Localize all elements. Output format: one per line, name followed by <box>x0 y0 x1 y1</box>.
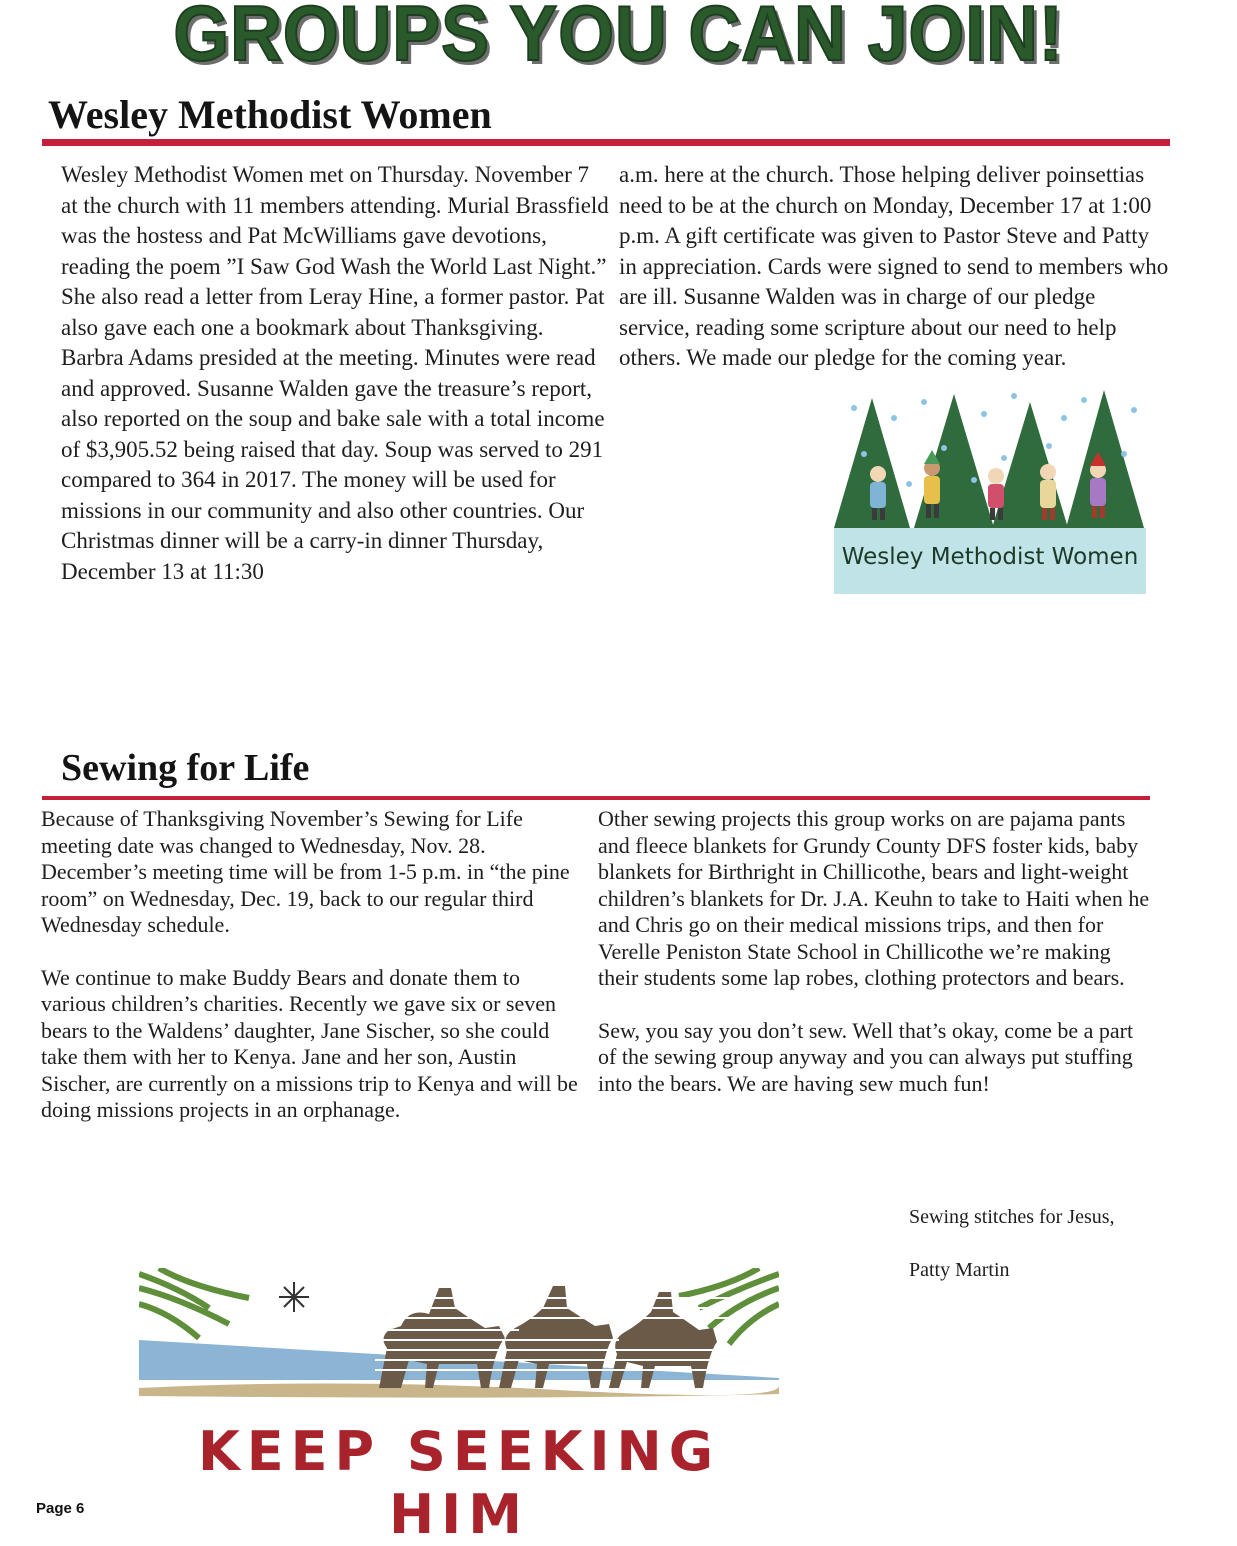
sewing-divider <box>42 796 1150 800</box>
wmw-logo <box>834 388 1146 594</box>
page-banner-title: GROUPS YOU CAN JOIN! <box>173 0 1064 77</box>
sewing-signoff-author: Patty Martin <box>909 1259 1010 1281</box>
sewing-signoff-line-1: Sewing stitches for Jesus, <box>909 1206 1115 1228</box>
wmw-column-2: a.m. here at the church. Those helping deliver poinsettias need to be at the church on Monday, December 17 at 1:00 p.m. A gift certificate was given to Pastor Steve and Patty in appreciation. Cards were signed to send to members who are ill. Susanne Walden was in charge of our pledge service, reading some scripture about our need to help others. We made our pledge for the coming year. <box>619 162 1169 370</box>
wmw-column-1: Wesley Methodist Women met on Thursday. November 7 at the church with 11 members attending. Murial Brassfield was the hostess and Pat McWilliams gave devotions, reading the poem ”I Saw God Wash the World Last Night.” She also read a letter from Leray Hine, a former pastor. Pat also gave each one a bookmark about Thanksgiving. Barbra Adams presided at the meeting. Minutes were read and approved. Susanne Walden gave the treasure’s report, also reported on the soup and bake sale with a total income of $3,905.52 being raised that day. Soup was served to 291 compared to 364 in 2017. The money will be used for missions in our community and also other countries. Our Christmas dinner will be a carry-in dinner Thursday, December 13 at 11:30 <box>61 162 609 584</box>
sewing-column-1 <box>41 806 581 1124</box>
page-number: Page 6 <box>36 1500 85 1517</box>
sewing-heading: Sewing for Life <box>61 747 310 789</box>
sewing-col1-paragraph-1: Because of Thanksgiving November’s Sewing for Life meeting date was changed to Wednesday, Nov. 28. December’s meeting time will be from 1-5 p.m. in “the pine room” on Wednesday, Dec. 19, back to our regular third Wednesday schedule. <box>41 806 570 937</box>
sewing-col1-paragraph-2: We continue to make Buddy Bears and donate them to various children’s charities. Recently we gave six or seven bears to the Waldens’ daughter, Jane Sischer, so she could take them with her to Kenya. Jane and her son, Austin Sischer, are currently on a missions trip to Kenya and will be doing missions projects in an orphanage. <box>41 964 578 1122</box>
sewing-col2-paragraph-2: Sew, you say you don’t sew. Well that’s okay, come be a part of the sewing group anyway and you can always put stuffing into the bears. We are having sew much fun! <box>598 1017 1134 1096</box>
wmw-divider <box>42 139 1170 146</box>
camels-desert-scene <box>139 1268 779 1418</box>
wmw-heading: Wesley Methodist Women <box>48 92 492 137</box>
wmw-logo-caption: Wesley Methodist Women <box>841 544 1139 570</box>
keep-seeking-caption: KEEP SEEKING HIM <box>197 1420 721 1546</box>
sewing-col2-paragraph-1: Other sewing projects this group works on are pajama pants and fleece blankets for Grundy County DFS foster kids, baby blankets for Birthright in Chillicothe, bears and light-weight children’s blankets for Dr. J.A. Keuhn to take to Haiti when he and Chris go on their medical missions trips, and then for Verelle Peniston State School in Chillicothe we’re making their students some lap robes, clothing protectors and bears. <box>598 806 1150 990</box>
keep-seeking-illustration <box>139 1268 779 1546</box>
sewing-column-2 <box>598 806 1154 1097</box>
